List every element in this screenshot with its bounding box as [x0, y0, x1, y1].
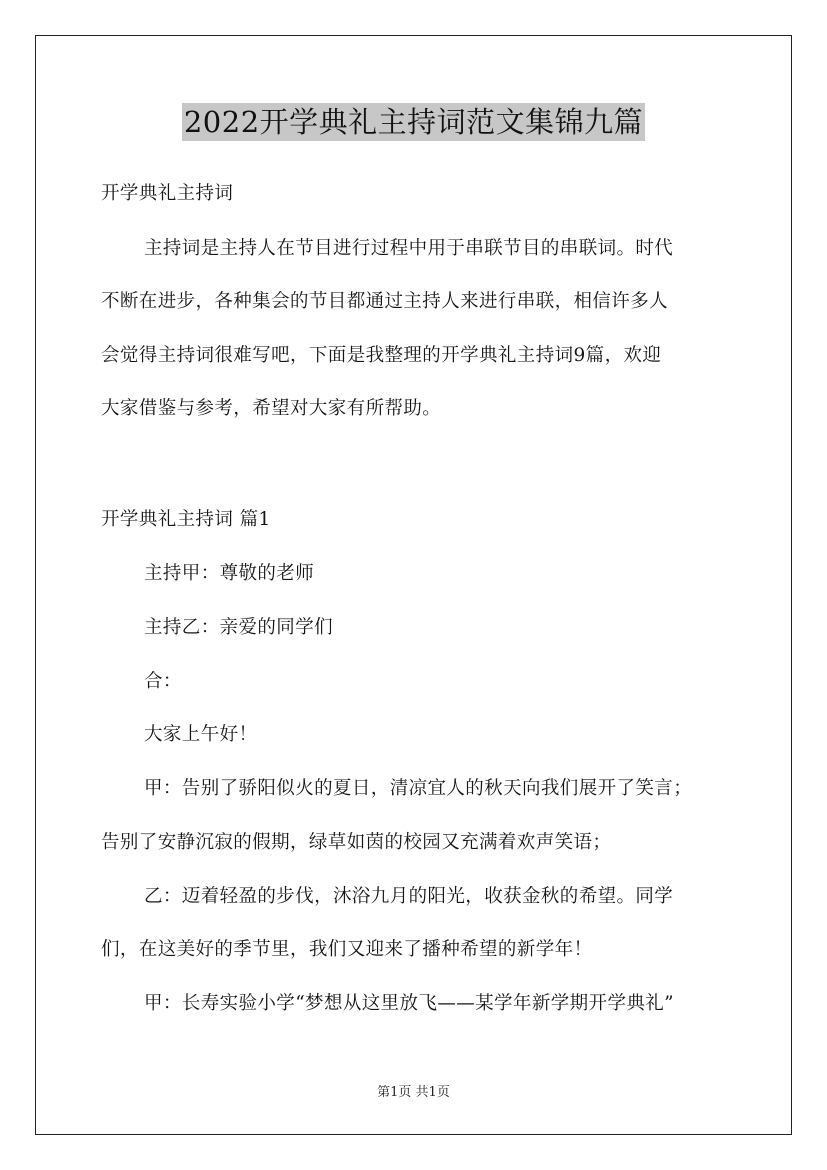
paragraph-line: 甲：告别了骄阳似火的夏日，清凉宜人的秋天向我们展开了笑言；	[144, 778, 693, 799]
paragraph-line: 们，在这美好的季节里，我们又迎来了播种希望的新学年！	[101, 939, 593, 960]
document-title: 2022开学典礼主持词范文集锦九篇	[183, 105, 644, 139]
paragraph-line: 告别了安静沉寂的假期，绿草如茵的校园又充满着欢声笑语；	[101, 832, 612, 853]
paragraph-line: 甲：长寿实验小学“梦想从这里放飞——某学年新学期开学典礼”	[144, 993, 675, 1014]
title-container	[0, 103, 827, 141]
paragraph-line: 主持词是主持人在节目进行过程中用于串联节目的串联词。时代	[144, 238, 674, 259]
paragraph-line: 主持甲：尊敬的老师	[144, 563, 315, 584]
section-heading: 开学典礼主持词	[101, 183, 234, 204]
section-heading: 开学典礼主持词 篇1	[101, 509, 271, 530]
paragraph-line: 主持乙：亲爱的同学们	[144, 617, 334, 638]
paragraph-line: 乙：迈着轻盈的步伐，沐浴九月的阳光，收获金秋的希望。同学	[144, 886, 674, 907]
paragraph-line: 大家借鉴与参考，希望对大家有所帮助。	[101, 398, 442, 419]
page-footer: 第1页 共1页	[377, 1085, 450, 1100]
paragraph-line: 合：	[144, 671, 182, 692]
paragraph-line: 会觉得主持词很难写吧，下面是我整理的开学典礼主持词9篇，欢迎	[101, 345, 662, 366]
paragraph-line: 不断在进步，各种集会的节目都通过主持人来进行串联，相信许多人	[101, 291, 669, 312]
paragraph-line: 大家上午好！	[144, 724, 258, 745]
